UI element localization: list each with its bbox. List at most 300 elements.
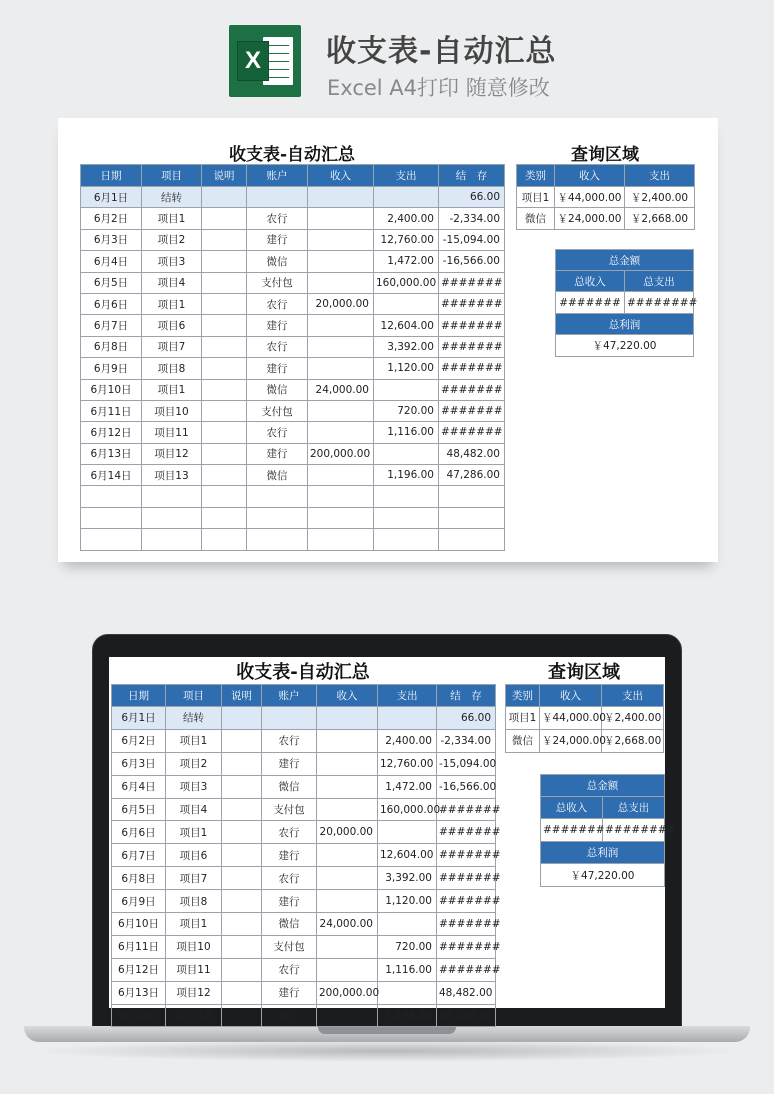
balance-cell[interactable]: ####### [437, 798, 496, 821]
query-income-cell[interactable]: ￥24,000.00 [555, 208, 625, 229]
expense-cell[interactable]: 720.00 [378, 935, 437, 958]
balance-cell[interactable]: ####### [437, 867, 496, 890]
account-cell[interactable]: 建行 [247, 443, 308, 464]
income-cell[interactable] [308, 529, 374, 550]
account-cell[interactable] [247, 529, 308, 550]
table-row [81, 336, 505, 357]
account-cell[interactable]: 农行 [247, 208, 308, 229]
screen-ledger-body [112, 707, 501, 1027]
query-expense-cell[interactable]: ￥2,668.00 [625, 208, 695, 229]
date-cell[interactable]: 6月12日 [81, 422, 142, 443]
date-cell[interactable]: 6月7日 [112, 844, 166, 867]
screen-total-profit-value[interactable]: ￥47,220.00 [541, 864, 665, 887]
balance-cell[interactable]: 66.00 [439, 187, 505, 208]
table-row [112, 821, 496, 844]
income-cell[interactable]: 20,000.00 [317, 821, 378, 844]
balance-cell[interactable]: ####### [439, 358, 505, 379]
sheet-preview-card [58, 118, 718, 562]
expense-cell[interactable] [378, 821, 437, 844]
ledger-body [81, 187, 505, 551]
note-cell[interactable] [202, 486, 247, 507]
total-expense-label: 总支出 [625, 271, 694, 292]
screen-query-body [506, 707, 664, 753]
table-row [81, 272, 505, 293]
screen-total-expense-value[interactable]: ######## [603, 819, 665, 842]
balance-cell[interactable]: -15,094.00 [437, 752, 496, 775]
expense-cell[interactable]: 12,604.00 [378, 844, 437, 867]
table-row [112, 913, 496, 936]
income-cell[interactable] [317, 752, 378, 775]
item-cell[interactable]: 项目1 [142, 208, 202, 229]
expense-cell[interactable]: 1,196.00 [378, 1004, 437, 1027]
account-cell[interactable]: 支付包 [247, 272, 308, 293]
item-cell[interactable]: 项目12 [142, 443, 202, 464]
query-income-cell[interactable]: ￥44,000.00 [540, 707, 602, 730]
expense-cell[interactable] [374, 187, 439, 208]
screen-summary-table [540, 774, 676, 887]
note-cell[interactable] [222, 981, 262, 1004]
item-cell[interactable]: 项目4 [166, 798, 222, 821]
total-expense-value[interactable]: ######## [625, 292, 694, 314]
account-cell[interactable]: 建行 [247, 315, 308, 336]
laptop-notch [318, 1027, 456, 1034]
income-cell[interactable]: 200,000.00 [308, 443, 374, 464]
query-expense-cell[interactable]: ￥2,668.00 [602, 729, 664, 752]
date-cell[interactable]: 6月5日 [112, 798, 166, 821]
screen-ledger-table [111, 684, 501, 1027]
income-cell[interactable] [308, 229, 374, 250]
note-cell[interactable] [222, 890, 262, 913]
table-row [112, 729, 496, 752]
date-cell[interactable] [81, 529, 142, 550]
item-cell[interactable]: 项目7 [142, 336, 202, 357]
query-row [517, 187, 695, 208]
date-cell[interactable]: 6月9日 [112, 890, 166, 913]
note-cell[interactable] [202, 187, 247, 208]
note-cell[interactable] [222, 1004, 262, 1027]
expense-cell[interactable] [378, 913, 437, 936]
date-cell[interactable]: 6月12日 [112, 958, 166, 981]
note-cell[interactable] [202, 422, 247, 443]
item-cell[interactable]: 项目3 [142, 251, 202, 272]
date-cell[interactable]: 6月4日 [81, 251, 142, 272]
total-amount-header: 总金额 [556, 250, 694, 271]
note-cell[interactable] [202, 208, 247, 229]
table-row [112, 707, 496, 730]
item-cell[interactable]: 项目1 [142, 379, 202, 400]
column-header-item: 项目 [142, 165, 202, 187]
account-cell[interactable] [247, 486, 308, 507]
income-cell[interactable] [308, 358, 374, 379]
item-cell[interactable]: 项目8 [142, 358, 202, 379]
balance-cell[interactable]: 48,482.00 [437, 981, 496, 1004]
balance-cell[interactable]: ####### [439, 293, 505, 314]
date-cell[interactable]: 6月9日 [81, 358, 142, 379]
income-cell[interactable] [308, 400, 374, 421]
account-cell[interactable]: 支付包 [262, 935, 317, 958]
balance-cell[interactable]: ####### [439, 422, 505, 443]
table-row [81, 400, 505, 421]
expense-cell[interactable]: 1,116.00 [374, 422, 439, 443]
balance-cell[interactable]: ####### [437, 958, 496, 981]
expense-cell[interactable] [378, 707, 437, 730]
column-header-income: 收入 [308, 165, 374, 187]
screen-sheet-title: 收支表-自动汇总 [236, 662, 370, 683]
table-row [81, 379, 505, 400]
expense-cell[interactable] [374, 486, 439, 507]
account-cell[interactable]: 支付包 [247, 400, 308, 421]
item-cell[interactable]: 项目2 [166, 752, 222, 775]
item-cell[interactable] [142, 507, 202, 528]
date-cell[interactable]: 6月14日 [81, 465, 142, 486]
note-cell[interactable] [202, 358, 247, 379]
date-cell[interactable]: 6月3日 [112, 752, 166, 775]
table-row [81, 208, 505, 229]
laptop-screen [109, 657, 676, 1023]
date-cell[interactable]: 6月3日 [81, 229, 142, 250]
expense-cell[interactable]: 2,400.00 [378, 729, 437, 752]
income-cell[interactable] [317, 958, 378, 981]
date-cell[interactable]: 6月10日 [112, 913, 166, 936]
table-row [81, 358, 505, 379]
table-row [112, 798, 496, 821]
account-cell[interactable]: 农行 [262, 958, 317, 981]
item-cell[interactable]: 项目13 [166, 1004, 222, 1027]
date-cell[interactable]: 6月5日 [81, 272, 142, 293]
item-cell[interactable] [142, 486, 202, 507]
income-cell[interactable] [308, 422, 374, 443]
balance-cell[interactable]: ####### [437, 913, 496, 936]
balance-cell[interactable]: 66.00 [437, 707, 496, 730]
balance-cell[interactable]: 47,286.00 [439, 465, 505, 486]
income-cell[interactable] [317, 798, 378, 821]
note-cell[interactable] [222, 752, 262, 775]
balance-cell[interactable]: ####### [437, 821, 496, 844]
account-cell[interactable]: 农行 [262, 729, 317, 752]
item-cell[interactable]: 结转 [142, 187, 202, 208]
balance-cell[interactable]: ####### [439, 272, 505, 293]
income-cell[interactable] [317, 729, 378, 752]
total-profit-value[interactable]: ￥47,220.00 [556, 335, 694, 357]
income-cell[interactable] [317, 867, 378, 890]
summary-table [555, 249, 698, 357]
income-cell[interactable] [317, 844, 378, 867]
item-cell[interactable]: 项目1 [142, 293, 202, 314]
account-cell[interactable]: 微信 [247, 465, 308, 486]
query-income-cell[interactable]: ￥24,000.00 [540, 729, 602, 752]
account-cell[interactable]: 农行 [262, 867, 317, 890]
column-header-account: 账户 [262, 685, 317, 707]
query-category-cell[interactable]: 微信 [517, 208, 555, 229]
income-cell[interactable] [308, 507, 374, 528]
query-header-category: 类别 [517, 165, 555, 187]
account-cell[interactable]: 建行 [247, 229, 308, 250]
balance-cell[interactable]: 47,286.00 [437, 1004, 496, 1027]
table-row [112, 1004, 496, 1027]
item-cell[interactable]: 项目11 [142, 422, 202, 443]
income-cell[interactable] [308, 315, 374, 336]
column-header-date: 日期 [81, 165, 142, 187]
account-cell[interactable]: 农行 [247, 293, 308, 314]
note-cell[interactable] [222, 935, 262, 958]
income-cell[interactable] [308, 272, 374, 293]
expense-cell[interactable]: 160,000.00 [378, 798, 437, 821]
query-body [517, 187, 695, 230]
table-row [112, 981, 496, 1004]
income-cell[interactable] [317, 935, 378, 958]
date-cell[interactable]: 6月1日 [112, 707, 166, 730]
income-cell[interactable] [317, 707, 378, 730]
table-row [112, 752, 496, 775]
income-cell[interactable]: 20,000.00 [308, 293, 374, 314]
account-cell[interactable]: 微信 [262, 1004, 317, 1027]
item-cell[interactable]: 项目3 [166, 775, 222, 798]
date-cell[interactable]: 6月11日 [112, 935, 166, 958]
table-row [81, 229, 505, 250]
income-cell[interactable] [308, 486, 374, 507]
column-header-date: 日期 [112, 685, 166, 707]
date-cell[interactable]: 6月2日 [81, 208, 142, 229]
balance-cell[interactable]: -16,566.00 [437, 775, 496, 798]
column-header-balance: 结 存 [437, 685, 496, 707]
query-header-category: 类别 [506, 685, 540, 707]
column-header-account: 账户 [247, 165, 308, 187]
expense-cell[interactable]: 160,000.00 [374, 272, 439, 293]
query-title: 查询区域 [571, 145, 639, 165]
account-cell[interactable]: 微信 [262, 775, 317, 798]
note-cell[interactable] [202, 293, 247, 314]
account-cell[interactable]: 农行 [247, 336, 308, 357]
date-cell[interactable]: 6月8日 [112, 867, 166, 890]
expense-cell[interactable] [374, 379, 439, 400]
ledger-header-row [81, 165, 505, 187]
balance-cell[interactable] [439, 529, 505, 550]
column-header-income: 收入 [317, 685, 378, 707]
balance-cell[interactable]: -2,334.00 [437, 729, 496, 752]
balance-cell[interactable]: ####### [437, 935, 496, 958]
income-cell[interactable] [308, 187, 374, 208]
query-category-cell[interactable]: 微信 [506, 729, 540, 752]
balance-cell[interactable]: -15,094.00 [439, 229, 505, 250]
account-cell[interactable] [262, 707, 317, 730]
item-cell[interactable] [142, 529, 202, 550]
note-cell[interactable] [202, 507, 247, 528]
note-cell[interactable] [222, 798, 262, 821]
note-cell[interactable] [202, 336, 247, 357]
expense-cell[interactable] [374, 529, 439, 550]
item-cell[interactable]: 项目1 [166, 729, 222, 752]
account-cell[interactable]: 农行 [247, 422, 308, 443]
note-cell[interactable] [222, 958, 262, 981]
query-category-cell[interactable]: 项目1 [517, 187, 555, 208]
query-category-cell[interactable]: 项目1 [506, 707, 540, 730]
expense-cell[interactable]: 12,760.00 [378, 752, 437, 775]
date-cell[interactable]: 6月1日 [81, 187, 142, 208]
expense-cell[interactable]: 12,604.00 [374, 315, 439, 336]
date-cell[interactable]: 6月14日 [112, 1004, 166, 1027]
expense-cell[interactable]: 1,120.00 [374, 358, 439, 379]
balance-cell[interactable]: ####### [439, 400, 505, 421]
note-cell[interactable] [222, 821, 262, 844]
query-header-expense: 支出 [602, 685, 664, 707]
balance-cell[interactable]: 48,482.00 [439, 443, 505, 464]
balance-cell[interactable] [439, 486, 505, 507]
income-cell[interactable]: 24,000.00 [308, 379, 374, 400]
query-expense-cell[interactable]: ￥2,400.00 [625, 187, 695, 208]
note-cell[interactable] [222, 867, 262, 890]
query-header-expense: 支出 [625, 165, 695, 187]
table-row [81, 187, 505, 208]
balance-cell[interactable]: ####### [439, 315, 505, 336]
balance-cell[interactable]: ####### [437, 890, 496, 913]
table-row [81, 465, 505, 486]
item-cell[interactable]: 项目1 [166, 821, 222, 844]
note-cell[interactable] [202, 443, 247, 464]
balance-cell[interactable]: ####### [439, 379, 505, 400]
income-cell[interactable] [308, 208, 374, 229]
table-row [112, 958, 496, 981]
account-cell[interactable] [247, 187, 308, 208]
balance-cell[interactable] [439, 507, 505, 528]
account-cell[interactable]: 微信 [247, 251, 308, 272]
item-cell[interactable]: 项目6 [166, 844, 222, 867]
note-cell[interactable] [202, 251, 247, 272]
total-profit-header: 总利润 [556, 314, 694, 335]
ledger-table [80, 164, 505, 551]
balance-cell[interactable]: -2,334.00 [439, 208, 505, 229]
account-cell[interactable]: 农行 [262, 821, 317, 844]
expense-cell[interactable]: 3,392.00 [374, 336, 439, 357]
date-cell[interactable]: 6月8日 [81, 336, 142, 357]
column-header-expense: 支出 [374, 165, 439, 187]
date-cell[interactable]: 6月13日 [81, 443, 142, 464]
account-cell[interactable]: 微信 [262, 913, 317, 936]
screen-total-income-value[interactable]: ####### [541, 819, 603, 842]
item-cell[interactable]: 项目10 [166, 935, 222, 958]
balance-cell[interactable]: -16,566.00 [439, 251, 505, 272]
query-expense-cell[interactable]: ￥2,400.00 [602, 707, 664, 730]
date-cell[interactable]: 6月4日 [112, 775, 166, 798]
item-cell[interactable]: 项目7 [166, 867, 222, 890]
income-cell[interactable] [308, 251, 374, 272]
screen-query-table [505, 684, 664, 753]
date-cell[interactable]: 6月11日 [81, 400, 142, 421]
expense-cell[interactable] [374, 443, 439, 464]
column-header-balance: 结 存 [439, 165, 505, 187]
query-header-income: 收入 [540, 685, 602, 707]
note-cell[interactable] [222, 913, 262, 936]
item-cell[interactable]: 项目2 [142, 229, 202, 250]
expense-cell[interactable] [378, 981, 437, 1004]
screen-total-income-label: 总收入 [541, 797, 603, 819]
income-cell[interactable] [308, 336, 374, 357]
expense-cell[interactable]: 1,120.00 [378, 890, 437, 913]
date-cell[interactable]: 6月6日 [81, 293, 142, 314]
account-cell[interactable]: 建行 [247, 358, 308, 379]
date-cell[interactable]: 6月7日 [81, 315, 142, 336]
account-cell[interactable]: 建行 [262, 844, 317, 867]
income-cell[interactable] [317, 775, 378, 798]
date-cell[interactable] [81, 507, 142, 528]
expense-cell[interactable]: 1,116.00 [378, 958, 437, 981]
account-cell[interactable]: 建行 [262, 752, 317, 775]
date-cell[interactable] [81, 486, 142, 507]
date-cell[interactable]: 6月10日 [81, 379, 142, 400]
table-row [81, 486, 505, 507]
query-row [506, 707, 664, 730]
income-cell[interactable] [308, 465, 374, 486]
item-cell[interactable]: 结转 [166, 707, 222, 730]
screen-total-expense-label: 总支出 [603, 797, 665, 819]
expense-cell[interactable]: 12,760.00 [374, 229, 439, 250]
table-row [112, 935, 496, 958]
item-cell[interactable]: 项目10 [142, 400, 202, 421]
item-cell[interactable]: 项目6 [142, 315, 202, 336]
account-cell[interactable]: 微信 [247, 379, 308, 400]
date-cell[interactable]: 6月6日 [112, 821, 166, 844]
date-cell[interactable]: 6月2日 [112, 729, 166, 752]
note-cell[interactable] [202, 400, 247, 421]
expense-cell[interactable] [374, 507, 439, 528]
account-cell[interactable] [247, 507, 308, 528]
table-row [81, 293, 505, 314]
balance-cell[interactable]: ####### [437, 844, 496, 867]
expense-cell[interactable]: 720.00 [374, 400, 439, 421]
note-cell[interactable] [222, 775, 262, 798]
income-cell[interactable]: 200,000.00 [317, 981, 378, 1004]
balance-cell[interactable]: ####### [439, 336, 505, 357]
table-row [81, 443, 505, 464]
account-cell[interactable]: 支付包 [262, 798, 317, 821]
note-cell[interactable] [202, 315, 247, 336]
screen-query-header-row [506, 685, 664, 707]
note-cell[interactable] [202, 229, 247, 250]
income-cell[interactable]: 24,000.00 [317, 913, 378, 936]
note-cell[interactable] [202, 379, 247, 400]
column-header-expense: 支出 [378, 685, 437, 707]
expense-cell[interactable]: 3,392.00 [378, 867, 437, 890]
query-income-cell[interactable]: ￥44,000.00 [555, 187, 625, 208]
income-cell[interactable] [317, 890, 378, 913]
note-cell[interactable] [222, 707, 262, 730]
note-cell[interactable] [222, 729, 262, 752]
expense-cell[interactable]: 2,400.00 [374, 208, 439, 229]
total-income-value[interactable]: ####### [556, 292, 625, 314]
note-cell[interactable] [202, 529, 247, 550]
income-cell[interactable] [317, 1004, 378, 1027]
note-cell[interactable] [222, 844, 262, 867]
note-cell[interactable] [202, 465, 247, 486]
column-header-note: 说明 [222, 685, 262, 707]
expense-cell[interactable]: 1,472.00 [378, 775, 437, 798]
account-cell[interactable]: 建行 [262, 981, 317, 1004]
expense-cell[interactable]: 1,472.00 [374, 251, 439, 272]
item-cell[interactable]: 项目13 [142, 465, 202, 486]
expense-cell[interactable] [374, 293, 439, 314]
column-header-item: 项目 [166, 685, 222, 707]
note-cell[interactable] [202, 272, 247, 293]
item-cell[interactable]: 项目8 [166, 890, 222, 913]
date-cell[interactable]: 6月13日 [112, 981, 166, 1004]
table-row [81, 529, 505, 550]
table-row [81, 507, 505, 528]
item-cell[interactable]: 项目12 [166, 981, 222, 1004]
item-cell[interactable]: 项目1 [166, 913, 222, 936]
expense-cell[interactable]: 1,196.00 [374, 465, 439, 486]
account-cell[interactable]: 建行 [262, 890, 317, 913]
item-cell[interactable]: 项目4 [142, 272, 202, 293]
item-cell[interactable]: 项目11 [166, 958, 222, 981]
